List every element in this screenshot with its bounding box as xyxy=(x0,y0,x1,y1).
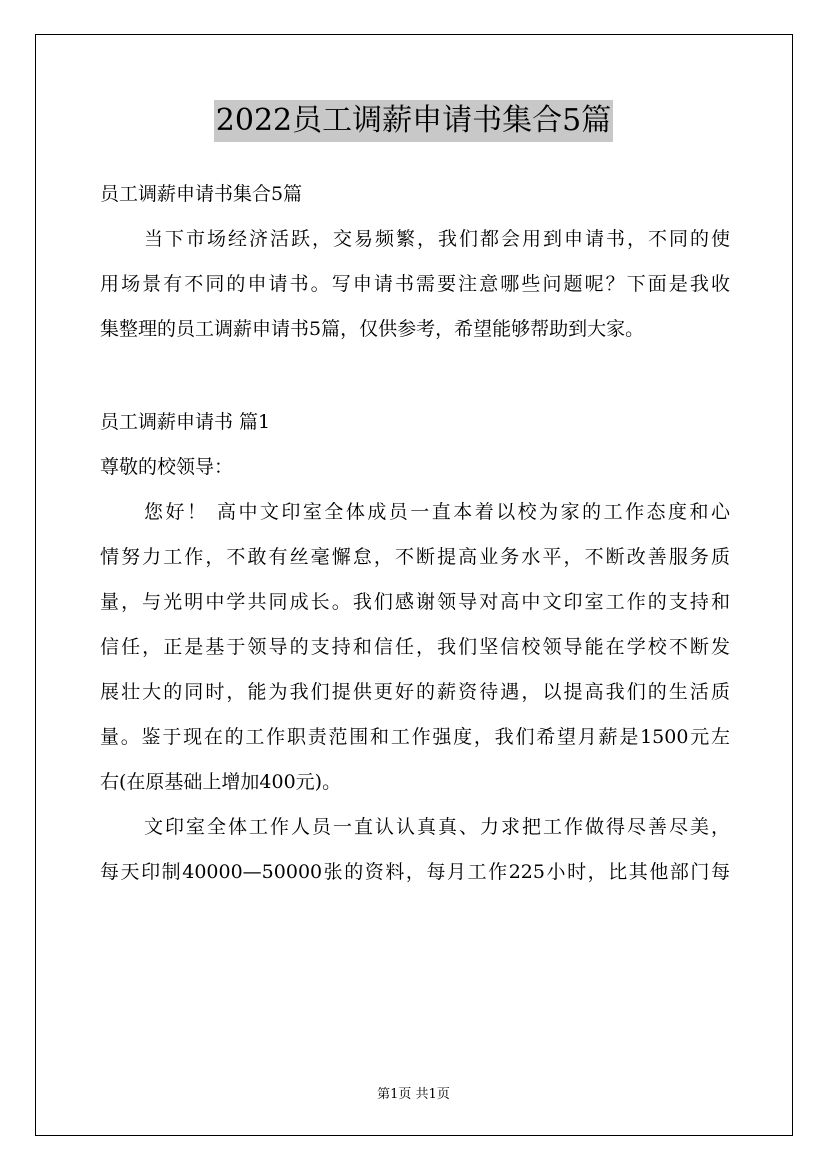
paragraph-line: 情努力工作，不敢有丝毫懈怠，不断提高业务水平，不断改善服务质 xyxy=(100,546,730,568)
paragraph-line: 右(在原基础上增加400元)。 xyxy=(100,771,342,793)
paragraph-line: 您好！ 高中文印室全体成员一直本着以校为家的工作态度和心 xyxy=(144,501,730,523)
document-body xyxy=(100,172,730,895)
title-container xyxy=(0,100,827,142)
paragraph-line: 量，与光明中学共同成长。我们感谢领导对高中文印室工作的支持和 xyxy=(100,591,730,613)
body-paragraph-2 xyxy=(100,805,730,895)
intro-line: 集整理的员工调薪申请书5篇，仅供参考，希望能够帮助到大家。 xyxy=(100,318,645,340)
section-spacer xyxy=(100,352,730,400)
document-subtitle: 员工调薪申请书集合5篇 xyxy=(100,183,303,205)
document-title: 2022员工调薪申请书集合5篇 xyxy=(214,100,613,142)
body-paragraph-1 xyxy=(100,490,730,805)
paragraph-line: 展壮大的同时，能为我们提供更好的薪资待遇，以提高我们的生活质 xyxy=(100,681,730,703)
paragraph-line: 量。鉴于现在的工作职责范围和工作强度，我们希望月薪是1500元左 xyxy=(100,726,730,748)
paragraph-line: 文印室全体工作人员一直认认真真、力求把工作做得尽善尽美， xyxy=(144,816,730,838)
salutation: 尊敬的校领导： xyxy=(100,456,234,478)
page-indicator: 第1页 共1页 xyxy=(377,1087,450,1102)
paragraph-line: 信任，正是基于领导的支持和信任，我们坚信校领导能在学校不断发 xyxy=(100,636,730,658)
intro-line: 当下市场经济活跃，交易频繁，我们都会用到申请书，不同的使 xyxy=(144,228,730,250)
page-footer xyxy=(0,1083,827,1102)
intro-line: 用场景有不同的申请书。写申请书需要注意哪些问题呢？下面是我收 xyxy=(100,273,730,295)
paragraph-line: 每天印制40000—50000张的资料，每月工作225小时，比其他部门每 xyxy=(100,861,730,883)
section-heading: 员工调薪申请书 篇1 xyxy=(100,411,271,433)
intro-paragraph xyxy=(100,217,730,352)
